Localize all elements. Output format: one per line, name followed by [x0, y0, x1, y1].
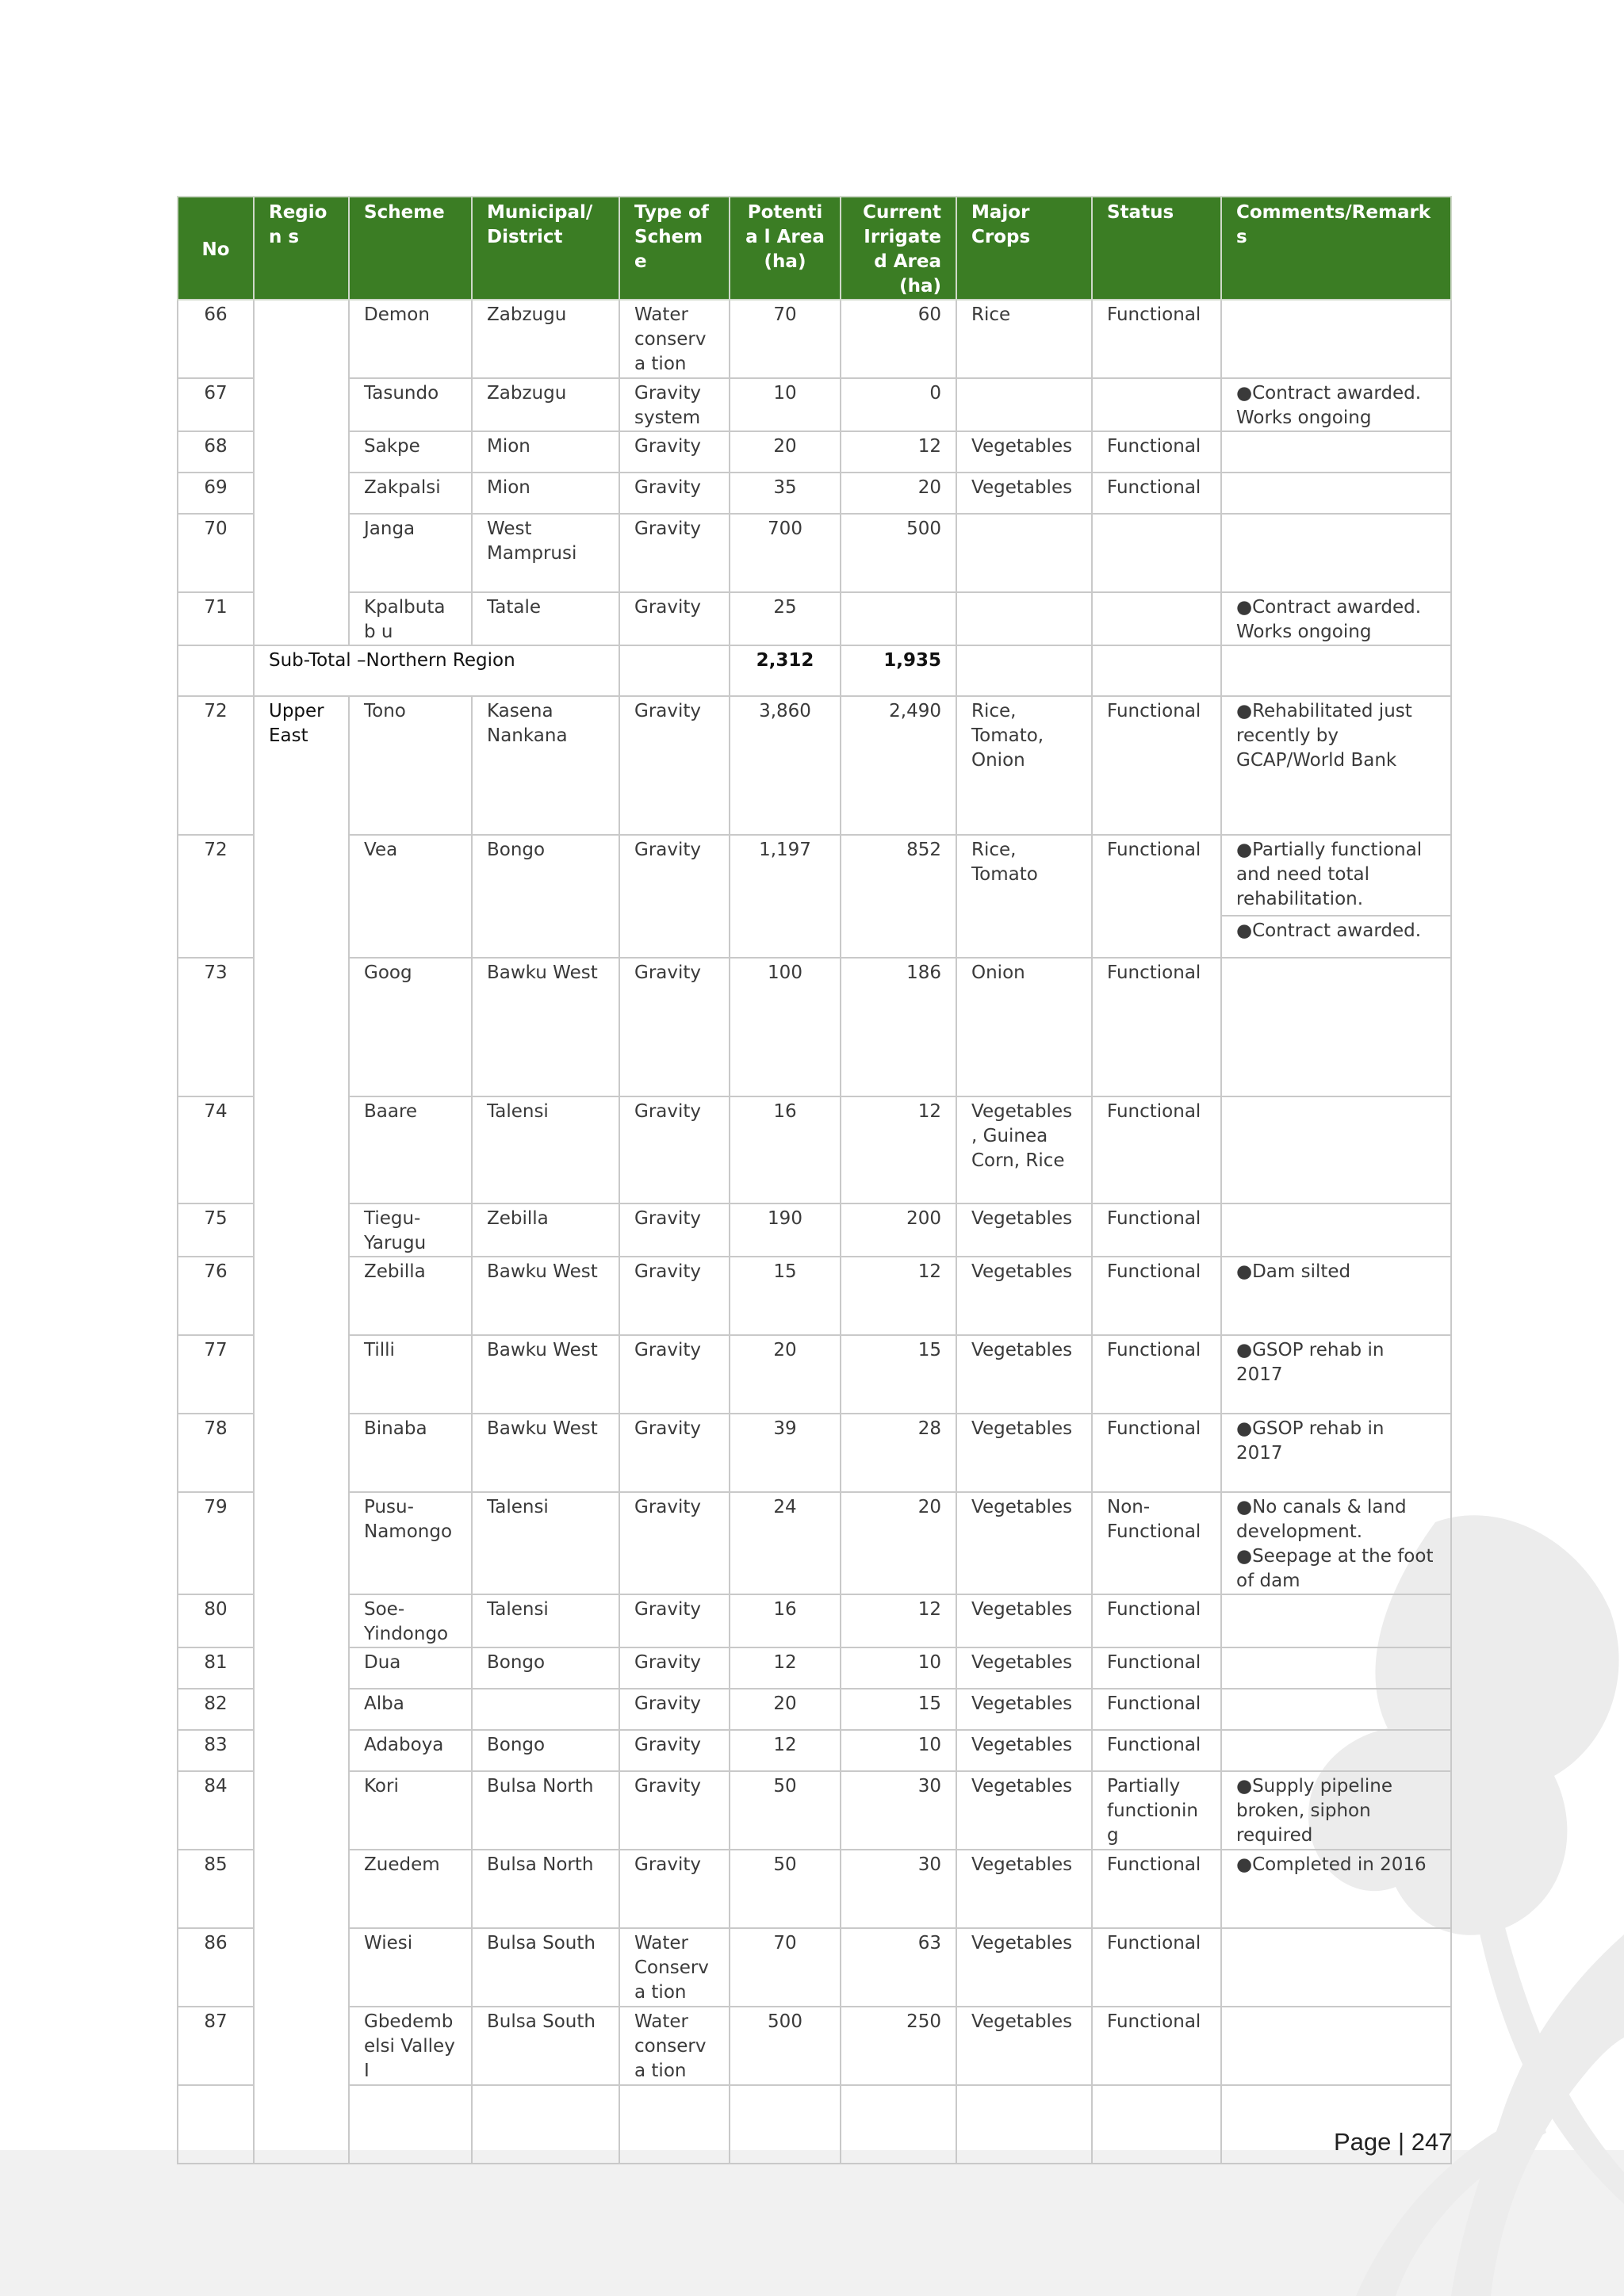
table-row	[178, 1203, 1451, 1257]
cell-potential-area: 70	[730, 300, 841, 378]
irrigation-schemes-table	[177, 196, 1452, 2164]
table-header-row	[178, 197, 1451, 300]
cell-type: Gravity	[619, 958, 730, 1096]
cell-no: 72	[178, 835, 254, 958]
cell-scheme: Zebilla	[349, 1257, 472, 1335]
cell-crops	[956, 645, 1092, 696]
cell-status: Functional	[1092, 1850, 1221, 1928]
header-scheme: Scheme	[349, 197, 472, 300]
page-number-value: 247	[1411, 2128, 1453, 2156]
cell-no: 84	[178, 1771, 254, 1850]
table-row	[178, 1335, 1451, 1414]
table-row	[178, 1689, 1451, 1730]
cell-scheme: Tiegu-Yarugu	[349, 1203, 472, 1257]
cell-district: Mion	[472, 431, 619, 473]
cell-district	[472, 2085, 619, 2164]
page-separator: |	[1398, 2128, 1411, 2156]
cell-crops: Rice, Tomato	[956, 835, 1092, 958]
cell-district: Bongo	[472, 1647, 619, 1689]
cell-current-area: 30	[841, 1771, 956, 1850]
cell-comments	[1221, 1096, 1451, 1203]
cell-comments: ●GSOP rehab in 2017	[1221, 1414, 1451, 1492]
header-major-crops: Major Crops	[956, 197, 1092, 300]
cell-no: 71	[178, 592, 254, 645]
cell-comments: ●Dam silted	[1221, 1257, 1451, 1335]
cell-crops: Vegetables	[956, 431, 1092, 473]
cell-district: Bawku West	[472, 1335, 619, 1414]
subtotal-label: Sub-Total –Northern Region	[254, 645, 619, 696]
cell-no: 80	[178, 1594, 254, 1647]
cell-district: Zabzugu	[472, 300, 619, 378]
cell-type: Gravity	[619, 1594, 730, 1647]
cell-district: Bulsa South	[472, 1928, 619, 2007]
cell-potential-area: 100	[730, 958, 841, 1096]
cell-comments	[1221, 514, 1451, 592]
cell-type: Water conserva tion	[619, 2007, 730, 2085]
cell-district: Bulsa North	[472, 1771, 619, 1850]
cell-region-northern	[254, 300, 349, 645]
cell-current-area: 12	[841, 1257, 956, 1335]
cell-scheme: Sakpe	[349, 431, 472, 473]
cell-district: Bawku West	[472, 1257, 619, 1335]
table-row	[178, 958, 1451, 1096]
cell-potential-area: 16	[730, 1096, 841, 1203]
cell-type: Gravity	[619, 1647, 730, 1689]
cell-status: Functional	[1092, 1647, 1221, 1689]
cell-type: Gravity	[619, 1689, 730, 1730]
cell-crops: Vegetables	[956, 1203, 1092, 1257]
cell-no: 74	[178, 1096, 254, 1203]
cell-status: Functional	[1092, 696, 1221, 835]
cell-status: Functional	[1092, 1335, 1221, 1414]
cell-no: 66	[178, 300, 254, 378]
cell-crops: Vegetables	[956, 1414, 1092, 1492]
page-number	[1334, 2128, 1492, 2156]
cell-type	[619, 2085, 730, 2164]
header-region: Region s	[254, 197, 349, 300]
cell-no: 67	[178, 378, 254, 431]
cell-crops: Vegetables	[956, 1689, 1092, 1730]
cell-current-area: 250	[841, 2007, 956, 2085]
cell-no: 87	[178, 2007, 254, 2085]
cell-current-area: 20	[841, 473, 956, 514]
cell-type: Gravity	[619, 1771, 730, 1850]
cell-scheme: Alba	[349, 1689, 472, 1730]
table-row	[178, 1414, 1451, 1492]
cell-district: Bongo	[472, 1730, 619, 1771]
cell-potential-area: 3,860	[730, 696, 841, 835]
cell-potential-area: 1,197	[730, 835, 841, 958]
cell-potential-area: 39	[730, 1414, 841, 1492]
table-row	[178, 1730, 1451, 1771]
table-row	[178, 1492, 1451, 1594]
cell-scheme: Zakpalsi	[349, 473, 472, 514]
cell-crops	[956, 378, 1092, 431]
cell-potential-area: 20	[730, 431, 841, 473]
table-row	[178, 1594, 1451, 1647]
cell-crops: Vegetables	[956, 1335, 1092, 1414]
cell-status: Functional	[1092, 835, 1221, 958]
cell-crops: Vegetables	[956, 2007, 1092, 2085]
cell-no: 85	[178, 1850, 254, 1928]
cell-scheme: Demon	[349, 300, 472, 378]
table-row	[178, 431, 1451, 473]
cell-status: Functional	[1092, 958, 1221, 1096]
cell-no: 75	[178, 1203, 254, 1257]
cell-no: 68	[178, 431, 254, 473]
cell-current-area: 12	[841, 1594, 956, 1647]
cell-current-area: 10	[841, 1647, 956, 1689]
table-row	[178, 1257, 1451, 1335]
cell-scheme: Dua	[349, 1647, 472, 1689]
cell-scheme: Wiesi	[349, 1928, 472, 2007]
cell-scheme: Baare	[349, 1096, 472, 1203]
cell-status	[1092, 645, 1221, 696]
cell-no: 72	[178, 696, 254, 835]
cell-current-area: 500	[841, 514, 956, 592]
cell-current-area: 200	[841, 1203, 956, 1257]
table-row	[178, 696, 1451, 835]
table-row	[178, 1096, 1451, 1203]
cell-district: Bulsa South	[472, 2007, 619, 2085]
cell-district: Bulsa North	[472, 1850, 619, 1928]
cell-scheme: Tono	[349, 696, 472, 835]
cell-potential-area: 70	[730, 1928, 841, 2007]
cell-potential-area: 25	[730, 592, 841, 645]
cell-status: Functional	[1092, 473, 1221, 514]
cell-current-area: 2,490	[841, 696, 956, 835]
cell-status	[1092, 514, 1221, 592]
cell-crops: Onion	[956, 958, 1092, 1096]
cell-no: 78	[178, 1414, 254, 1492]
cell-potential-area: 20	[730, 1335, 841, 1414]
subtotal-potential-area: 2,312	[730, 645, 841, 696]
cell-status: Functional	[1092, 1689, 1221, 1730]
cell-type: Gravity	[619, 1730, 730, 1771]
cell-status	[1092, 2085, 1221, 2164]
cell-district: Bongo	[472, 835, 619, 958]
cell-current-area: 30	[841, 1850, 956, 1928]
cell-status: Functional	[1092, 431, 1221, 473]
cell-crops: Vegetables	[956, 1492, 1092, 1594]
cell-crops: Vegetables	[956, 1594, 1092, 1647]
cell-type: Gravity	[619, 592, 730, 645]
cell-comments	[1221, 1647, 1451, 1689]
comment-part-1: ●Partially functional and need total rehabilitation.	[1222, 836, 1450, 916]
cell-current-area: 63	[841, 1928, 956, 2007]
cell-type: Gravity	[619, 431, 730, 473]
cell-type: Gravity	[619, 835, 730, 958]
cell-current-area: 0	[841, 378, 956, 431]
cell-status: Functional	[1092, 1594, 1221, 1647]
cell-status	[1092, 378, 1221, 431]
subtotal-row	[178, 645, 1451, 696]
cell-potential-area	[730, 2085, 841, 2164]
cell-current-area	[841, 2085, 956, 2164]
cell-comments	[1221, 835, 1451, 958]
cell-comments	[1221, 1689, 1451, 1730]
cell-no	[178, 645, 254, 696]
cell-district: Talensi	[472, 1594, 619, 1647]
table-row	[178, 835, 1451, 958]
cell-scheme	[349, 2085, 472, 2164]
cell-district: Talensi	[472, 1096, 619, 1203]
cell-scheme: Pusu-Namongo	[349, 1492, 472, 1594]
cell-crops: Vegetables	[956, 1771, 1092, 1850]
table-row	[178, 1647, 1451, 1689]
cell-potential-area: 15	[730, 1257, 841, 1335]
header-type: Type of Scheme	[619, 197, 730, 300]
cell-comments	[1221, 473, 1451, 514]
cell-potential-area: 16	[730, 1594, 841, 1647]
page-label: Page	[1334, 2128, 1392, 2156]
cell-type: Gravity	[619, 514, 730, 592]
cell-current-area: 10	[841, 1730, 956, 1771]
cell-crops: Vegetables	[956, 1647, 1092, 1689]
cell-crops	[956, 592, 1092, 645]
cell-potential-area: 12	[730, 1647, 841, 1689]
cell-no: 76	[178, 1257, 254, 1335]
cell-crops: Rice	[956, 300, 1092, 378]
cell-current-area: 12	[841, 1096, 956, 1203]
header-district: Municipal/ District	[472, 197, 619, 300]
cell-type: Gravity	[619, 1257, 730, 1335]
cell-status: Non-Functional	[1092, 1492, 1221, 1594]
table-row	[178, 514, 1451, 592]
cell-crops	[956, 2085, 1092, 2164]
cell-comments	[1221, 300, 1451, 378]
cell-no	[178, 2085, 254, 2164]
cell-comments	[1221, 1730, 1451, 1771]
cell-district: Zabzugu	[472, 378, 619, 431]
cell-region-upper-east: Upper East	[254, 696, 349, 2164]
cell-district: Mion	[472, 473, 619, 514]
cell-district: Talensi	[472, 1492, 619, 1594]
header-comments: Comments/Remarks	[1221, 197, 1451, 300]
cell-type: Water Conserva tion	[619, 1928, 730, 2007]
cell-type: Gravity	[619, 696, 730, 835]
cell-status	[1092, 592, 1221, 645]
cell-no: 77	[178, 1335, 254, 1414]
cell-current-area: 12	[841, 431, 956, 473]
cell-scheme: Binaba	[349, 1414, 472, 1492]
cell-potential-area: 50	[730, 1850, 841, 1928]
cell-district: Tatale	[472, 592, 619, 645]
cell-type: Gravity	[619, 1096, 730, 1203]
cell-scheme: Tilli	[349, 1335, 472, 1414]
cell-scheme: Vea	[349, 835, 472, 958]
cell-potential-area: 700	[730, 514, 841, 592]
cell-crops: Vegetables, Guinea Corn, Rice	[956, 1096, 1092, 1203]
table-row	[178, 378, 1451, 431]
cell-scheme: Adaboya	[349, 1730, 472, 1771]
cell-current-area: 20	[841, 1492, 956, 1594]
cell-potential-area: 20	[730, 1689, 841, 1730]
cell-comments: ●No canals & land development. ●Seepage at the foot of dam	[1221, 1492, 1451, 1594]
cell-district: West Mamprusi	[472, 514, 619, 592]
cell-status: Partially functioning	[1092, 1771, 1221, 1850]
cell-comments	[1221, 1203, 1451, 1257]
cell-comments: ●Supply pipeline broken, siphon required	[1221, 1771, 1451, 1850]
cell-district: Kasena Nankana	[472, 696, 619, 835]
cell-scheme: Kori	[349, 1771, 472, 1850]
cell-current-area: 28	[841, 1414, 956, 1492]
cell-no: 86	[178, 1928, 254, 2007]
cell-comments	[1221, 1594, 1451, 1647]
table-row	[178, 1850, 1451, 1928]
comment-part-2: ●Contract awarded.	[1236, 920, 1422, 941]
cell-comments: ●Completed in 2016	[1221, 1850, 1451, 1928]
cell-no: 82	[178, 1689, 254, 1730]
cell-no: 69	[178, 473, 254, 514]
cell-no: 83	[178, 1730, 254, 1771]
cell-district: Bawku West	[472, 958, 619, 1096]
cell-no: 79	[178, 1492, 254, 1594]
cell-current-area	[841, 592, 956, 645]
subtotal-current-area: 1,935	[841, 645, 956, 696]
cell-potential-area: 190	[730, 1203, 841, 1257]
cell-status: Functional	[1092, 1203, 1221, 1257]
table-row	[178, 592, 1451, 645]
cell-type: Gravity	[619, 1492, 730, 1594]
table-row	[178, 1771, 1451, 1850]
cell-potential-area: 50	[730, 1771, 841, 1850]
cell-scheme: Tasundo	[349, 378, 472, 431]
cell-status: Functional	[1092, 1928, 1221, 2007]
table-row	[178, 2007, 1451, 2085]
cell-potential-area: 500	[730, 2007, 841, 2085]
header-status: Status	[1092, 197, 1221, 300]
cell-crops: Vegetables	[956, 1257, 1092, 1335]
cell-no: 81	[178, 1647, 254, 1689]
cell-current-area: 852	[841, 835, 956, 958]
cell-scheme: Janga	[349, 514, 472, 592]
cell-comments: ●Contract awarded. Works ongoing	[1221, 378, 1451, 431]
cell-crops: Rice, Tomato, Onion	[956, 696, 1092, 835]
cell-crops: Vegetables	[956, 1730, 1092, 1771]
cell-crops: Vegetables	[956, 473, 1092, 514]
cell-comments	[1221, 2007, 1451, 2085]
cell-crops: Vegetables	[956, 1850, 1092, 1928]
cell-current-area: 15	[841, 1689, 956, 1730]
cell-type: Gravity	[619, 1203, 730, 1257]
cell-status: Functional	[1092, 1096, 1221, 1203]
cell-scheme: Gbedemb elsi Valley I	[349, 2007, 472, 2085]
cell-status: Functional	[1092, 2007, 1221, 2085]
cell-potential-area: 24	[730, 1492, 841, 1594]
cell-district: Bawku West	[472, 1414, 619, 1492]
cell-no: 70	[178, 514, 254, 592]
cell-potential-area: 12	[730, 1730, 841, 1771]
cell-crops	[956, 514, 1092, 592]
cell-current-area: 15	[841, 1335, 956, 1414]
table-row	[178, 300, 1451, 378]
cell-potential-area: 35	[730, 473, 841, 514]
cell-status: Functional	[1092, 300, 1221, 378]
cell-type: Gravity	[619, 473, 730, 514]
cell-comments	[1221, 645, 1451, 696]
cell-current-area: 186	[841, 958, 956, 1096]
cell-status: Functional	[1092, 1257, 1221, 1335]
header-no: No	[178, 197, 254, 300]
cell-comments	[1221, 958, 1451, 1096]
cell-type	[619, 645, 730, 696]
cell-comments: ●GSOP rehab in 2017	[1221, 1335, 1451, 1414]
cell-comments: ●Contract awarded. Works ongoing	[1221, 592, 1451, 645]
cell-scheme: Zuedem	[349, 1850, 472, 1928]
cell-district: Zebilla	[472, 1203, 619, 1257]
table-row	[178, 1928, 1451, 2007]
cell-type: Water conserva tion	[619, 300, 730, 378]
cell-comments	[1221, 431, 1451, 473]
cell-crops: Vegetables	[956, 1928, 1092, 2007]
header-potential-area: Potentia l Area (ha)	[730, 197, 841, 300]
cell-status: Functional	[1092, 1414, 1221, 1492]
cell-type: Gravity	[619, 1850, 730, 1928]
cell-status: Functional	[1092, 1730, 1221, 1771]
cell-scheme: Goog	[349, 958, 472, 1096]
cell-current-area: 60	[841, 300, 956, 378]
cell-no: 73	[178, 958, 254, 1096]
cell-comments: ●Rehabilitated just recently by GCAP/World Bank	[1221, 696, 1451, 835]
cell-scheme: Soe-Yindongo	[349, 1594, 472, 1647]
cell-comments	[1221, 1928, 1451, 2007]
cell-potential-area: 10	[730, 378, 841, 431]
table-row	[178, 2085, 1451, 2164]
cell-type: Gravity	[619, 1335, 730, 1414]
cell-district	[472, 1689, 619, 1730]
cell-type: Gravity system	[619, 378, 730, 431]
header-current-area: Current Irrigated Area (ha)	[841, 197, 956, 300]
cell-scheme: Kpalbutab u	[349, 592, 472, 645]
cell-type: Gravity	[619, 1414, 730, 1492]
table-row	[178, 473, 1451, 514]
